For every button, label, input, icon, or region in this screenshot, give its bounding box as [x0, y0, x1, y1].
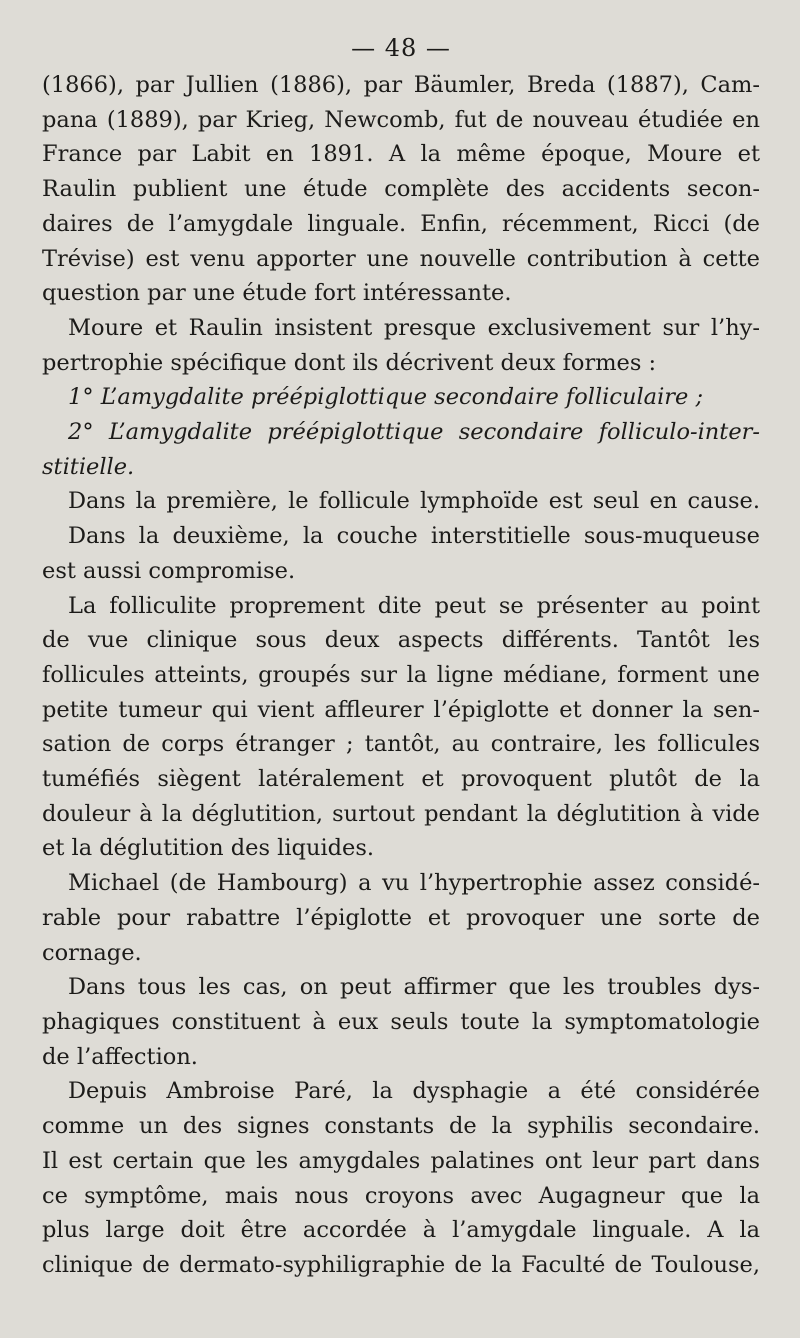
- text-line: 2° L’amygdalite préépiglottique secondaire folliculo-inter-: [68, 419, 760, 446]
- text-line: petite tumeur qui vient affleurer l’épiglotte et donner la sen-: [42, 696, 760, 723]
- paragraph: [42, 484, 760, 519]
- text-line: clinique de dermato-syphiligraphie de la Faculté de Toulouse,: [42, 1251, 760, 1278]
- text-line: douleur à la déglutition, surtout pendant la déglutition à vide: [42, 800, 760, 827]
- text-line: question par une étude fort intéressante.: [42, 280, 512, 307]
- text-line: (1866), par Jullien (1886), par Bäumler, Breda (1887), Cam-: [42, 72, 760, 98]
- text-line: comme un des signes constants de la syphilis secondaire.: [42, 1113, 760, 1140]
- text-line: Michael (de Hambourg) a vu l’hypertrophie assez considé-: [68, 870, 760, 897]
- text-line: et la déglutition des liquides.: [42, 835, 375, 862]
- text-line: Il est certain que les amygdales palatines ont leur part dans: [42, 1147, 760, 1174]
- paragraph: [42, 311, 760, 380]
- text-line: France par Labit en 1891. A la même époque, Moure et: [42, 141, 760, 168]
- text-line: de vue clinique sous deux aspects différents. Tantôt les: [42, 627, 760, 654]
- text-line: La folliculite proprement dite peut se présenter au point: [68, 592, 760, 619]
- text-line: ce symptôme, mais nous croyons avec Augagneur que la: [42, 1182, 760, 1209]
- text-line: pana (1889), par Krieg, Newcomb, fut de nouveau étudiée en: [42, 106, 760, 133]
- list-item: [42, 380, 760, 415]
- paragraph: [42, 589, 760, 867]
- paragraph: [42, 68, 760, 311]
- text-line: est aussi compromise.: [42, 557, 296, 584]
- paragraph: [42, 970, 760, 1074]
- paragraph: [42, 1074, 760, 1282]
- text-line: rable pour rabattre l’épiglotte et provoquer une sorte de: [42, 904, 760, 931]
- page-number: — 48 —: [351, 34, 451, 62]
- text-line: phagiques constituent à eux seuls toute la symptomatologie: [42, 1008, 760, 1035]
- text-line: pertrophie spécifique dont ils décrivent deux formes :: [42, 349, 657, 376]
- text-line: Trévise) est venu apporter une nouvelle contribution à cette: [42, 245, 760, 272]
- text-line: Dans la deuxième, la couche interstitielle sous-muqueuse: [68, 523, 760, 550]
- paragraph: [42, 519, 760, 588]
- text-line: de l’affection.: [42, 1043, 198, 1070]
- text-line: Moure et Raulin insistent presque exclusivement sur l’hy-: [68, 314, 760, 341]
- text-line: tuméfiés siègent latéralement et provoquent plutôt de la: [42, 766, 760, 793]
- text-line: Depuis Ambroise Paré, la dysphagie a été considérée: [68, 1078, 760, 1105]
- text-line: 1° L’amygdalite préépiglottique secondaire folliculaire ;: [68, 384, 704, 411]
- text-line: daires de l’amygdale linguale. Enfin, récemment, Ricci (de: [42, 210, 760, 237]
- text-line: cornage.: [42, 939, 142, 966]
- text-line: sation de corps étranger ; tantôt, au contraire, les follicules: [42, 731, 760, 758]
- paragraph: [42, 866, 760, 970]
- text-line: stitielle.: [42, 453, 135, 480]
- text-line: follicules atteints, groupés sur la ligne médiane, forment une: [42, 661, 760, 688]
- text-line: Dans la première, le follicule lymphoïde est seul en cause.: [68, 488, 760, 515]
- text-line: Raulin publient une étude complète des accidents secon-: [42, 176, 760, 203]
- text-line: plus large doit être accordée à l’amygdale linguale. A la: [42, 1217, 760, 1244]
- text-line: Dans tous les cas, on peut affirmer que les troubles dys-: [68, 974, 760, 1001]
- list-item: [42, 415, 760, 484]
